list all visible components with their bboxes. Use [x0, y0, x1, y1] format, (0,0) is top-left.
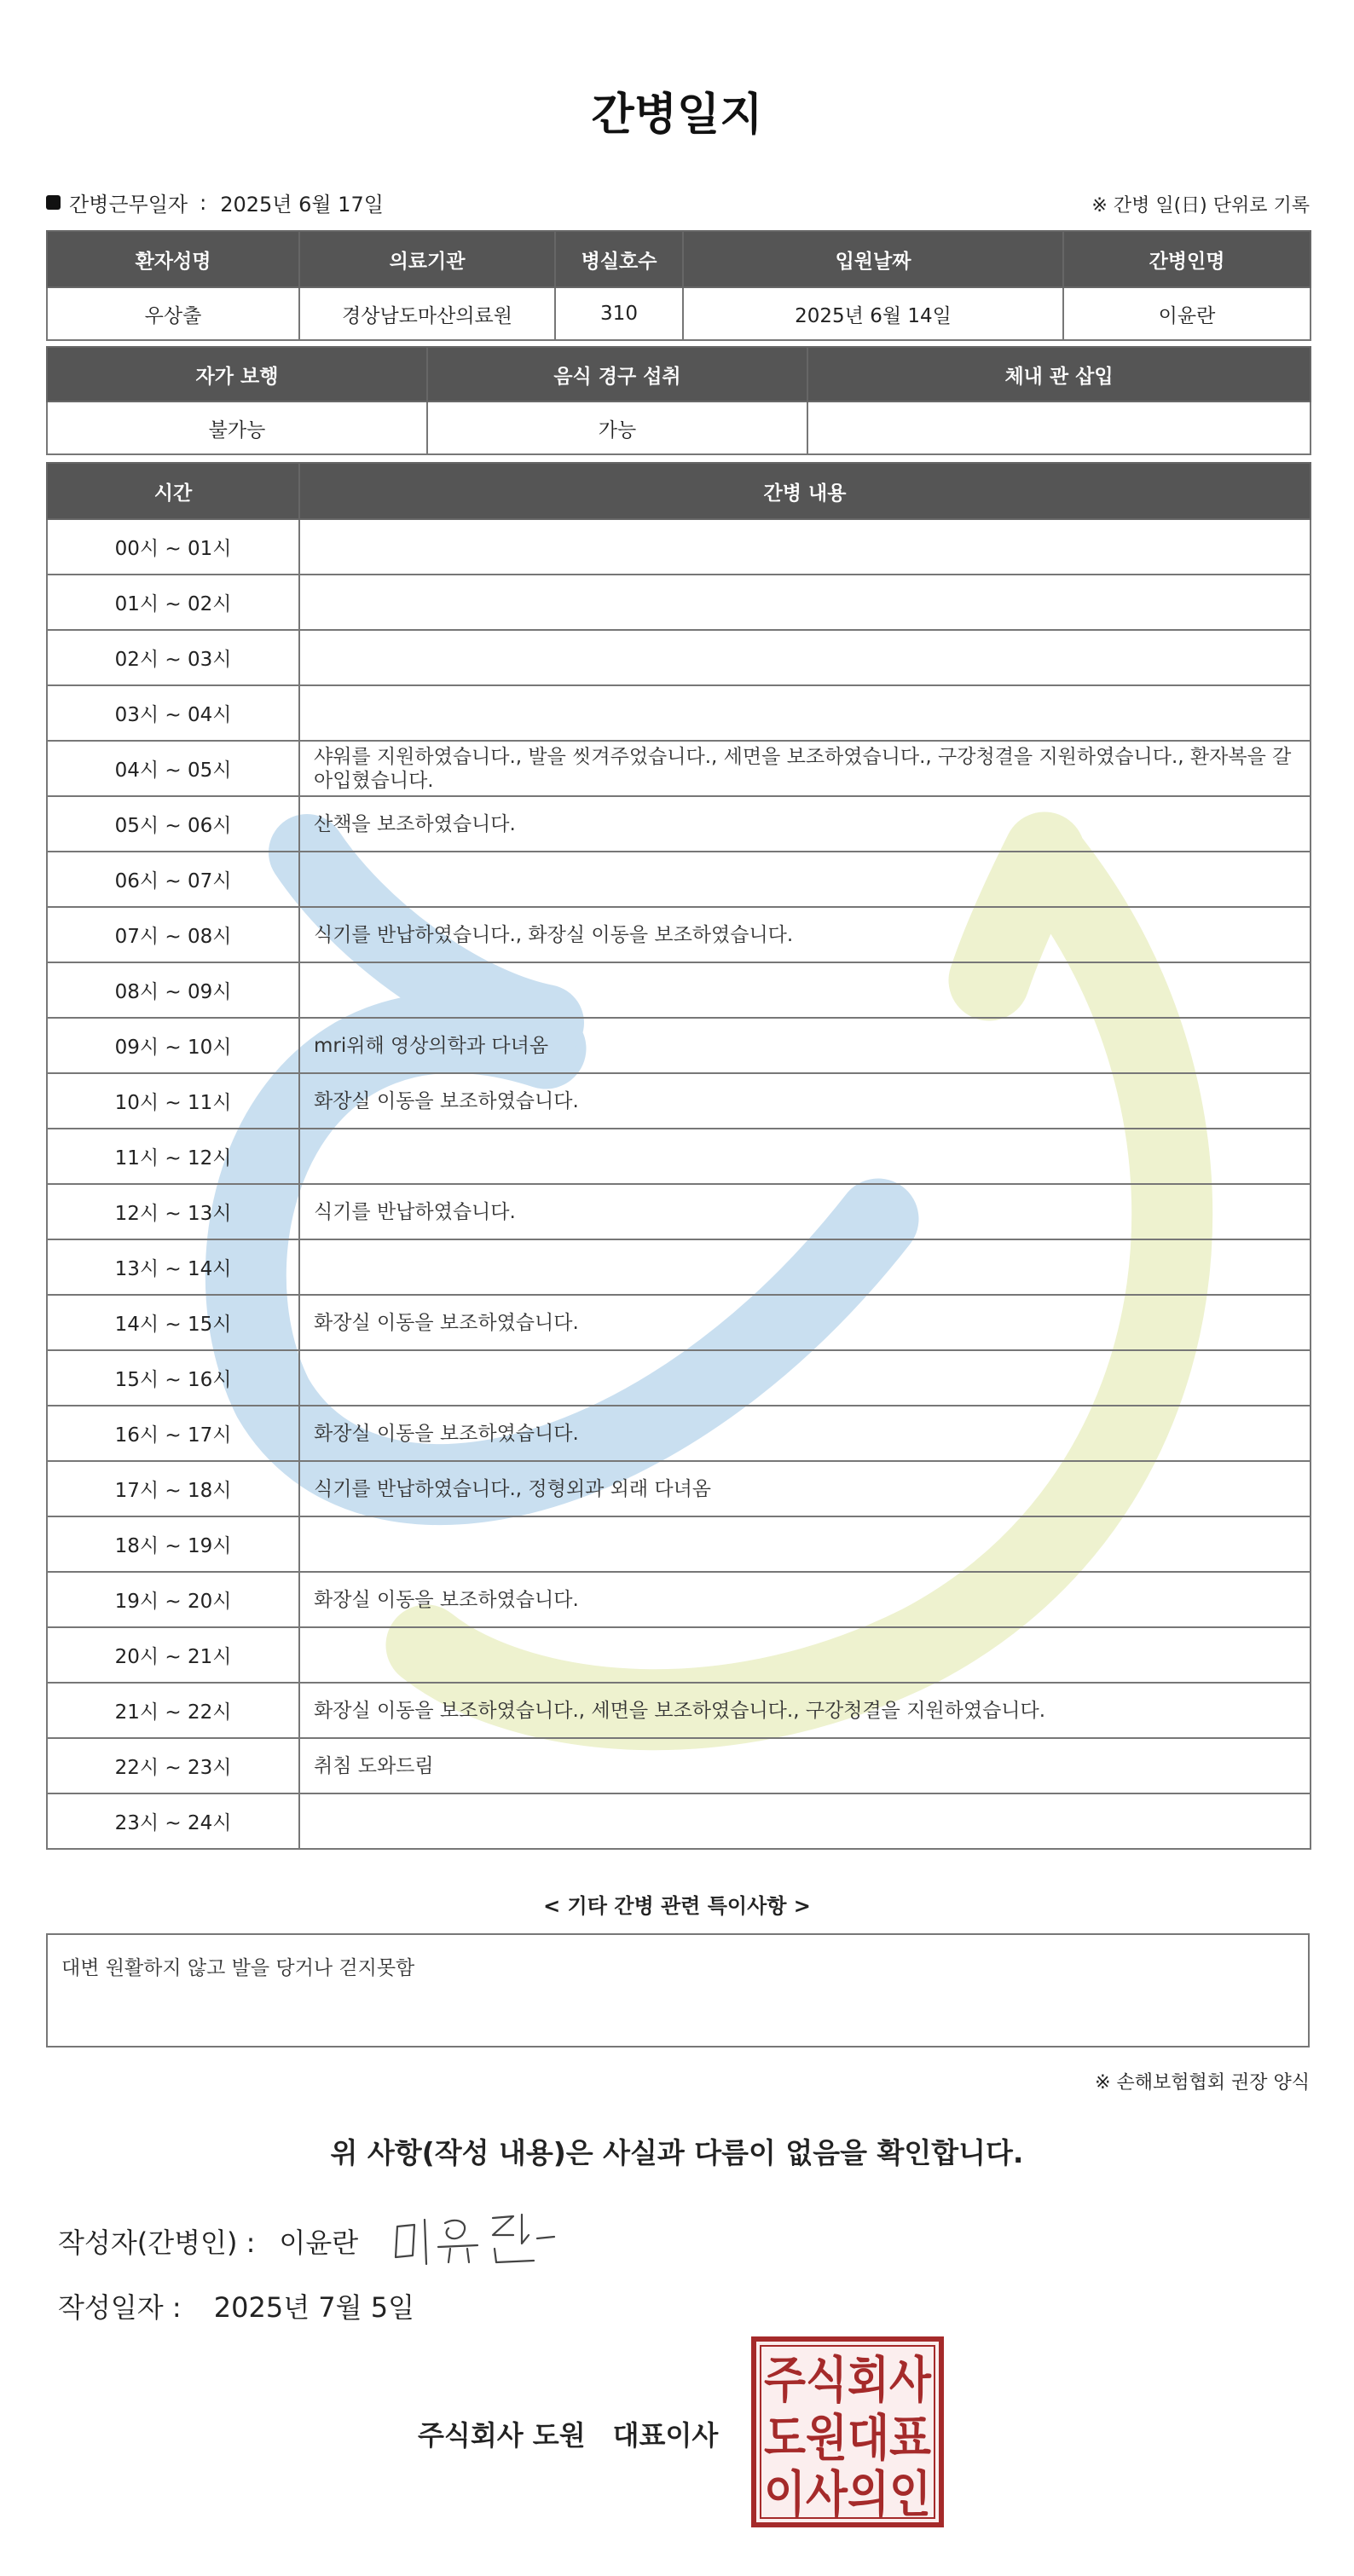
log-row: [47, 1572, 1311, 1627]
log-care-content: [299, 852, 1311, 907]
log-row: [47, 1406, 1311, 1461]
log-time: 19시 ~ 20시: [47, 1572, 299, 1627]
log-row: [47, 1350, 1311, 1406]
log-time: 21시 ~ 22시: [47, 1683, 299, 1738]
oral-intake-value: 가능: [427, 401, 807, 454]
writer-name: 이윤란: [279, 2227, 359, 2259]
written-date-value: 2025년 7월 5일: [213, 2291, 415, 2324]
log-care-content: [299, 1239, 1311, 1295]
log-time: 07시 ~ 08시: [47, 907, 299, 962]
log-row: [47, 907, 1311, 962]
log-row: [47, 962, 1311, 1018]
log-row: [47, 1627, 1311, 1683]
log-care-content: [299, 1627, 1311, 1683]
log-care-content: 화장실 이동을 보조하였습니다.: [299, 1572, 1311, 1627]
log-care-content: 산책을 보조하였습니다.: [299, 796, 1311, 852]
condition-table: [46, 346, 1311, 455]
log-row: [47, 1239, 1311, 1295]
log-row: [47, 1738, 1311, 1793]
header-walking: 자가 보행: [47, 347, 427, 401]
log-row: [47, 1018, 1311, 1073]
log-care-content: 화장실 이동을 보조하였습니다.: [299, 1295, 1311, 1350]
patient-value-row: [47, 287, 1311, 340]
log-time: 10시 ~ 11시: [47, 1073, 299, 1129]
care-log-table: [46, 462, 1311, 1850]
log-time: 18시 ~ 19시: [47, 1516, 299, 1572]
patient-name: 우상출: [47, 287, 299, 340]
room-number: 310: [555, 287, 683, 340]
meta-row: [46, 188, 1310, 222]
log-header-row: [47, 463, 1311, 519]
log-row: [47, 1683, 1311, 1738]
confirmation-statement: 위 사항(작성 내용)은 사실과 다름이 없음을 확인합니다.: [330, 2136, 1024, 2169]
company-name: 주식회사 도원: [418, 2419, 586, 2452]
log-time: 06시 ~ 07시: [47, 852, 299, 907]
log-care-content: [299, 962, 1311, 1018]
condition-value-row: [47, 401, 1311, 454]
log-row: [47, 796, 1311, 852]
company-seal: [750, 2336, 945, 2528]
log-row: [47, 1516, 1311, 1572]
log-care-content: 식기를 반납하였습니다., 화장실 이동을 보조하였습니다.: [299, 907, 1311, 962]
log-care-content: [299, 685, 1311, 741]
log-row: [47, 1129, 1311, 1184]
daily-note: ※ 간병 일(日) 단위로 기록: [1091, 195, 1310, 217]
log-time: 09시 ~ 10시: [47, 1018, 299, 1073]
log-time: 12시 ~ 13시: [47, 1184, 299, 1239]
work-date-label: 간병근무일자: [69, 193, 188, 217]
seal-line-1: 주식회사: [764, 2351, 932, 2409]
handwritten-signature: [389, 2206, 559, 2274]
header-oral-intake: 음식 경구 섭취: [427, 347, 807, 401]
walking-value: 불가능: [47, 401, 427, 454]
header-time: 시간: [47, 463, 299, 519]
admission-date: 2025년 6월 14일: [683, 287, 1063, 340]
log-care-content: 식기를 반납하였습니다.: [299, 1184, 1311, 1239]
log-care-content: [299, 1793, 1311, 1849]
log-care-content: [299, 519, 1311, 575]
log-care-content: 식기를 반납하였습니다., 정형외과 외래 다녀옴: [299, 1461, 1311, 1516]
log-row: [47, 519, 1311, 575]
log-row: [47, 741, 1311, 796]
notes-title: < 기타 간병 관련 특이사항 >: [543, 1894, 811, 1918]
log-care-content: 화장실 이동을 보조하였습니다.: [299, 1073, 1311, 1129]
log-time: 00시 ~ 01시: [47, 519, 299, 575]
log-row: [47, 852, 1311, 907]
header-patient-name: 환자성명: [47, 231, 299, 287]
caregiver-name: 이윤란: [1063, 287, 1311, 340]
log-time: 04시 ~ 05시: [47, 741, 299, 796]
condition-header-row: [47, 347, 1311, 401]
header-room: 병실호수: [555, 231, 683, 287]
log-body: [47, 519, 1311, 1849]
notes-box: 대변 원활하지 않고 발을 당거나 걷지못함: [46, 1933, 1310, 2048]
written-date-line: [58, 2286, 414, 2325]
log-time: 13시 ~ 14시: [47, 1239, 299, 1295]
work-date-separator: :: [200, 190, 207, 215]
page-title: 간병일지: [591, 90, 763, 141]
log-row: [47, 685, 1311, 741]
header-care-content: 간병 내용: [299, 463, 1311, 519]
patient-info-table: [46, 230, 1311, 341]
log-time: 01시 ~ 02시: [47, 575, 299, 630]
log-time: 05시 ~ 06시: [47, 796, 299, 852]
log-care-content: 취침 도와드림: [299, 1738, 1311, 1793]
work-date-value: 2025년 6월 17일: [220, 193, 384, 217]
writer-label: 작성자(간병인) :: [58, 2227, 256, 2259]
work-date: [46, 188, 384, 217]
square-bullet-icon: [46, 195, 61, 210]
log-care-content: [299, 575, 1311, 630]
log-care-content: mri위해 영상의학과 다녀옴: [299, 1018, 1311, 1073]
log-row: [47, 630, 1311, 685]
company-line: [418, 2414, 718, 2453]
patient-header-row: [47, 231, 1311, 287]
seal-line-3: 이사의인: [764, 2465, 931, 2523]
hospital-name: 경상남도마산의료원: [299, 287, 555, 340]
seal-line-2: 도원대표: [764, 2409, 931, 2467]
log-time: 22시 ~ 23시: [47, 1738, 299, 1793]
footnote: ※ 손해보험협회 권장 양식: [1095, 2072, 1310, 2094]
log-time: 15시 ~ 16시: [47, 1350, 299, 1406]
log-care-content: 화장실 이동을 보조하였습니다., 세면을 보조하였습니다., 구강청결을 지원하였습니다.: [299, 1683, 1311, 1738]
log-row: [47, 1184, 1311, 1239]
log-time: 16시 ~ 17시: [47, 1406, 299, 1461]
log-care-content: [299, 1129, 1311, 1184]
log-row: [47, 1073, 1311, 1129]
company-representative: 대표이사: [612, 2419, 719, 2452]
log-row: [47, 1461, 1311, 1516]
header-admission-date: 입원날짜: [683, 231, 1063, 287]
log-time: 14시 ~ 15시: [47, 1295, 299, 1350]
log-time: 17시 ~ 18시: [47, 1461, 299, 1516]
log-care-content: [299, 1350, 1311, 1406]
header-caregiver: 간병인명: [1063, 231, 1311, 287]
header-tube: 체내 관 삽입: [807, 347, 1311, 401]
log-care-content: [299, 630, 1311, 685]
log-row: [47, 1793, 1311, 1849]
log-time: 20시 ~ 21시: [47, 1627, 299, 1683]
log-care-content: [299, 1516, 1311, 1572]
tube-value: [807, 401, 1311, 454]
log-care-content: 화장실 이동을 보조하였습니다.: [299, 1406, 1311, 1461]
log-time: 23시 ~ 24시: [47, 1793, 299, 1849]
log-row: [47, 575, 1311, 630]
writer-line: [58, 2221, 358, 2261]
log-care-content: 샤워를 지원하였습니다., 발을 씻겨주었습니다., 세면을 보조하였습니다., 구강청결을 지원하였습니다., 환자복을 갈아입혔습니다.: [299, 741, 1311, 796]
log-time: 03시 ~ 04시: [47, 685, 299, 741]
log-time: 02시 ~ 03시: [47, 630, 299, 685]
written-date-label: 작성일자 :: [58, 2291, 182, 2324]
log-time: 11시 ~ 12시: [47, 1129, 299, 1184]
log-row: [47, 1295, 1311, 1350]
header-hospital: 의료기관: [299, 231, 555, 287]
log-time: 08시 ~ 09시: [47, 962, 299, 1018]
